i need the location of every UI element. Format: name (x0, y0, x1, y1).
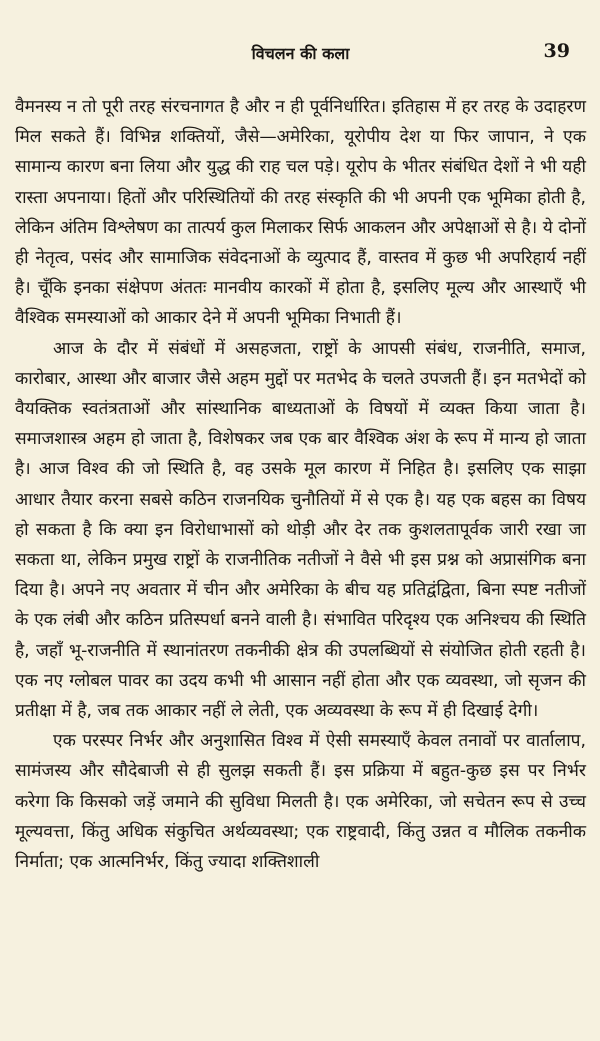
paragraph-3: एक परस्पर निर्भर और अनुशासित विश्व में ऐसी समस्याएँ केवल तनावों पर वार्तालाप, सामंजस्य और सौदेबाजी से ही सुलझ सकती हैं। इस प्रक्रिया में बहुत-कुछ इस पर निर्भर करेगा कि किसको जड़ें जमाने की सुविधा मिलती है। एक अमेरिका, जो सचेतन रूप से उच्च मूल्यवत्ता, किंतु अधिक संकुचित अर्थव्यवस्था; एक राष्ट्रवादी, किंतु उन्नत व मौलिक तकनीक निर्माता; एक आत्मनिर्भर, किंतु ज्यादा शक्तिशाली (15, 731, 586, 873)
paragraph-2: आज के दौर में संबंधों में असहजता, राष्ट्रों के आपसी संबंध, राजनीति, समाज, कारोबार, आस्था और बाजार जैसे अहम मुद्दों पर मतभेद के चलते उपजती हैं। इन मतभेदों को वैयक्तिक स्वतंत्रताओं और सांस्थानिक बाध्यताओं के विषयों में व्यक्त किया जाता है। समाजशास्त्र अहम हो जाता है, विशेषकर जब एक बार वैश्विक अंश के रूप में मान्य हो जाता है। आज विश्व की जो स्थिति है, वह उसके मूल कारण में निहित है। इसलिए एक साझा आधार तैयार करना सबसे कठिन राजनयिक चुनौतियों में से एक है। यह एक बहस का विषय हो सकता है कि क्या इन विरोधाभासों को थोड़ी और देर तक कुशलतापूर्वक जारी रखा जा सकता था, लेकिन प्रमुख राष्ट्रों के राजनीतिक नतीजों ने वैसे भी इस प्रश्न को अप्रासंगिक बना दिया है। अपने नए अवतार में चीन और अमेरिका के बीच यह प्रतिद्वंद्विता, बिना स्पष्ट नतीजों के एक लंबी और कठिन प्रतिस्पर्धा बनने वाली है। संभावित परिदृश्य एक अनिश्चय की स्थिति है, जहाँ भू-राजनीति में स्थानांतरण तकनीकी क्षेत्र की उपलब्धियों से संयोजित होती रहती है। एक नए ग्लोबल पावर का उदय कभी भी आसान नहीं होता और एक व्यवस्था, जो सृजन की प्रतीक्षा में है, जब तक आकार नहीं ले लेती, एक अव्यवस्था के रूप में ही दिखाई देगी। (15, 338, 586, 722)
page-body (15, 92, 586, 877)
running-header (15, 40, 586, 74)
page-number: 39 (543, 40, 570, 62)
chapter-title: विचलन की कला (251, 44, 350, 63)
paragraph-1: वैमनस्य न तो पूरी तरह संरचनागत है और न ही पूर्वनिर्धारित। इतिहास में हर तरह के उदाहरण मिल सकते हैं। विभिन्न शक्तियों, जैसे—अमेरिका, यूरोपीय देश या फिर जापान, ने एक सामान्य कारण बना लिया और युद्ध की राह चल पड़े। यूरोप के भीतर संबंधित देशों ने भी यही रास्ता अपनाया। हितों और परिस्थितियों की तरह संस्कृति की भी अपनी एक भूमिका होती है, लेकिन अंतिम विश्लेषण का तात्पर्य कुल मिलाकर सिर्फ आकलन और अपेक्षाओं से है। ये दोनों ही नेतृत्व, पसंद और सामाजिक संवेदनाओं के व्युत्पाद हैं, वास्तव में कुछ भी अपरिहार्य नहीं है। चूँकि इनका संक्षेपण अंततः मानवीय कारकों में होता है, इसलिए मूल्य और आस्थाएँ भी वैश्विक समस्याओं को आकार देने में अपनी भूमिका निभाती हैं। (15, 97, 586, 329)
